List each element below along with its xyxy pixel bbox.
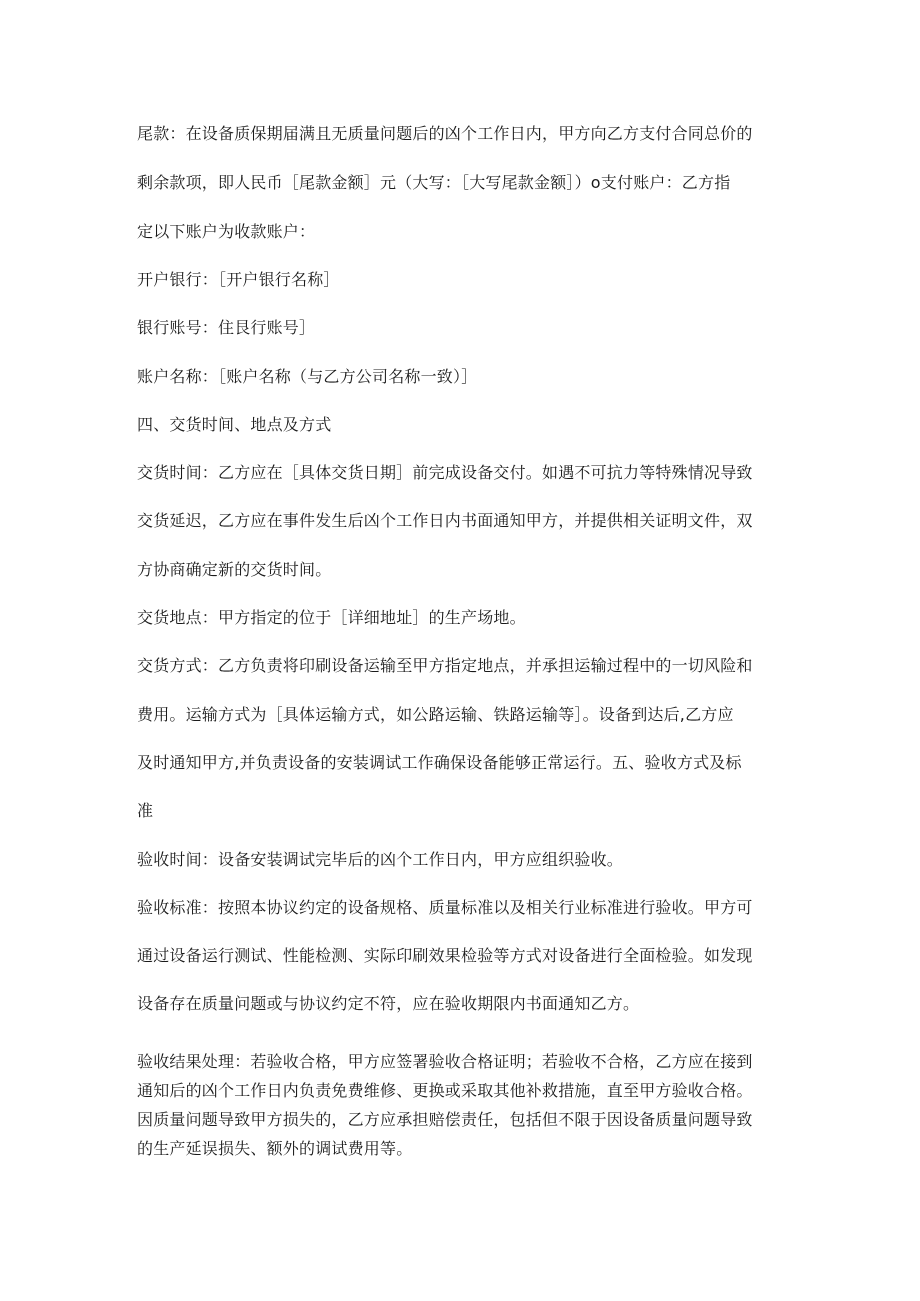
text-line: 交货延迟，乙方应在事件发生后凶个工作日内书面通知甲方，并提供相关证明文件，双 <box>137 511 753 530</box>
text-line: 通过设备运行测试、性能检测、实际印刷效果检验等方式对设备进行全面检验。如发现 <box>137 946 753 965</box>
text-line: 验收标准：按照本协议约定的设备规格、质量标准以及相关行业标准进行验收。甲方可 <box>137 898 753 917</box>
text-line: 剩余款项，即人民币［尾款金额］元（大写：［大写尾款金额］）o支付账户：乙方指 <box>137 173 731 192</box>
text-line: 定以下账户为收款账户： <box>137 222 316 241</box>
text-line: 尾款：在设备质保期届满且无质量问题后的凶个工作日内，甲方向乙方支付合同总价的 <box>137 124 753 143</box>
text-line: 交货方式：乙方负责将印刷设备运输至甲方指定地点，并承担运输过程中的一切风险和 <box>137 656 753 675</box>
text-line: 验收结果处理：若验收合格，甲方应签署验收合格证明；若验收不合格，乙方应在接到 <box>137 1052 753 1071</box>
text-line: 验收时间：设备安装调试完毕后的凶个工作日内，甲方应组织验收。 <box>137 850 624 869</box>
text-line: 因质量问题导致甲方损失的，乙方应承担赔偿责任，包括但不限于因设备质量问题导致 <box>137 1110 753 1129</box>
text-line: 开户银行：［开户银行名称］ <box>137 270 340 289</box>
text-line: 账户名称：［账户名称（与乙方公司名称一致）］ <box>137 367 478 386</box>
text-line: 费用。运输方式为［具体运输方式，如公路运输、铁路运输等］。设备到达后,乙方应 <box>137 705 734 724</box>
text-line: 通知后的凶个工作日内负责免费维修、更换或采取其他补救措施，直至甲方验收合格。 <box>137 1081 753 1100</box>
text-line: 设备存在质量问题或与协议约定不符，应在验收期限内书面通知乙方。 <box>137 994 640 1013</box>
text-line: 准 <box>137 801 154 820</box>
section-heading: 四、交货时间、地点及方式 <box>137 415 332 434</box>
text-line: 交货时间：乙方应在［具体交货日期］前完成设备交付。如遇不可抗力等特殊情况导致 <box>137 463 753 482</box>
text-line: 的生产延误损失、额外的调试费用等。 <box>137 1139 413 1158</box>
text-line: 交货地点：甲方指定的位于［详细地址］的生产场地。 <box>137 608 526 627</box>
text-line: 银行账号：住艮行账号］ <box>137 318 316 337</box>
text-line: 方协商确定新的交货时间。 <box>137 560 332 579</box>
text-line: 及时通知甲方,并负责设备的安装调试工作确保设备能够正常运行。五、验收方式及标 <box>137 753 742 772</box>
